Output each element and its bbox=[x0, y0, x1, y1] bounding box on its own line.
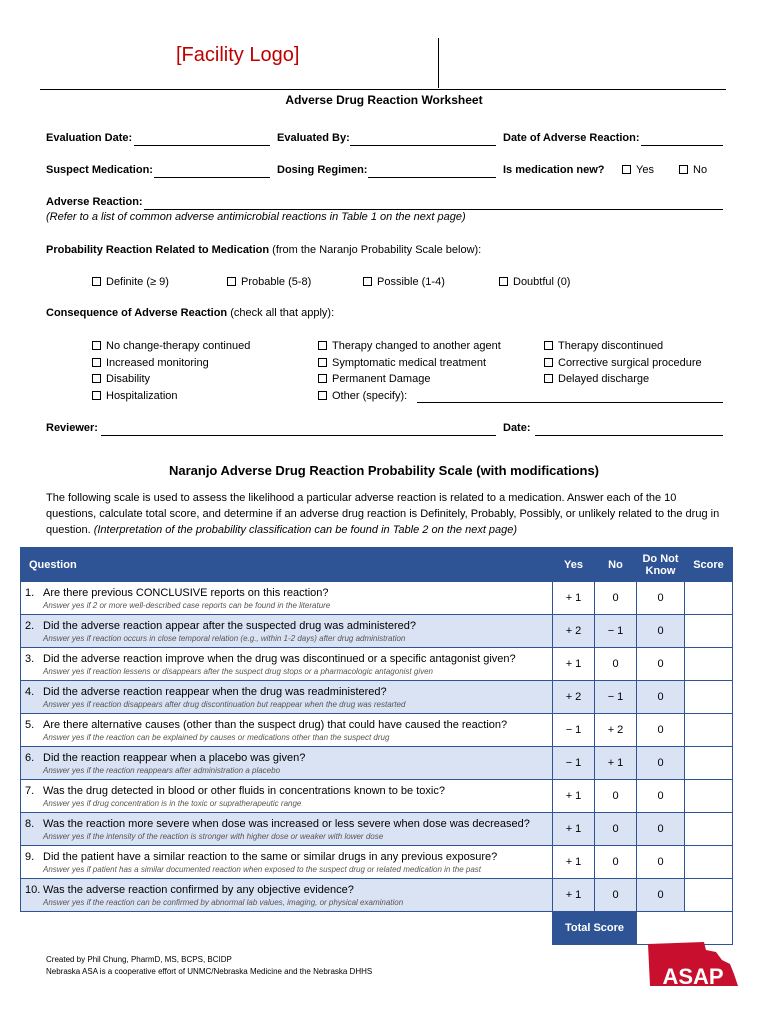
question-label: Was the drug detected in blood or other fluids in concentrations known to be toxic? bbox=[43, 784, 445, 797]
question-label: Did the adverse reaction appear after the suspected drug was administered? bbox=[43, 619, 416, 632]
table-header-row bbox=[21, 548, 733, 582]
no-label: No bbox=[693, 164, 708, 176]
consequence-option-label: Therapy changed to another agent bbox=[332, 340, 501, 352]
footer bbox=[46, 954, 372, 978]
score-cell[interactable] bbox=[685, 615, 733, 648]
question-cell bbox=[21, 813, 553, 846]
question-cell bbox=[21, 714, 553, 747]
checkbox-icon bbox=[544, 341, 553, 350]
medication-new-no-checkbox[interactable] bbox=[679, 164, 707, 176]
no-points[interactable]: − 1 bbox=[595, 615, 637, 648]
question-text bbox=[25, 883, 552, 897]
question-label: Was the reaction more severe when dose was increased or less severe when dose was decreased? bbox=[43, 817, 530, 830]
consequence-checkbox[interactable] bbox=[544, 357, 702, 369]
question-label: Did the adverse reaction reappear when the drug was readministered? bbox=[43, 685, 387, 698]
consequence-other-checkbox[interactable] bbox=[318, 390, 407, 402]
yes-points[interactable]: + 1 bbox=[553, 813, 595, 846]
consequence-checkbox[interactable] bbox=[92, 357, 209, 369]
adverse-reaction-note: (Refer to a list of common adverse antimicrobial reactions in Table 1 on the next page) bbox=[46, 211, 466, 223]
footer-credit: Created by Phil Chung, PharmD, MS, BCPS, BCIDP bbox=[46, 955, 232, 964]
table-row bbox=[21, 780, 733, 813]
adverse-reaction-field[interactable] bbox=[144, 209, 723, 210]
question-hint: Answer yes if reaction occurs in close temporal relation (e.g., within 1-2 days) after drug administration bbox=[43, 633, 406, 643]
yes-label: Yes bbox=[636, 164, 654, 176]
question-cell bbox=[21, 582, 553, 615]
question-cell bbox=[21, 879, 553, 912]
yes-points[interactable]: + 1 bbox=[553, 582, 595, 615]
date-adverse-reaction-label: Date of Adverse Reaction: bbox=[503, 132, 640, 144]
question-text bbox=[25, 652, 552, 666]
do-not-know-points[interactable]: 0 bbox=[637, 681, 685, 714]
column-header-score: Score bbox=[685, 548, 733, 582]
checkbox-icon bbox=[318, 391, 327, 400]
table-row bbox=[21, 681, 733, 714]
is-medication-new-label: Is medication new? bbox=[503, 164, 605, 176]
yes-points[interactable]: + 1 bbox=[553, 846, 595, 879]
do-not-know-points[interactable]: 0 bbox=[637, 780, 685, 813]
do-not-know-points[interactable]: 0 bbox=[637, 615, 685, 648]
suspect-medication-field[interactable] bbox=[154, 177, 270, 178]
consequence-option-label: No change-therapy continued bbox=[106, 340, 251, 352]
consequence-heading bbox=[46, 307, 334, 319]
question-hint: Answer yes if patient has a similar documented reaction when exposed to the suspect drug or related medication in the past bbox=[43, 864, 482, 874]
no-points[interactable]: 0 bbox=[595, 879, 637, 912]
consequence-option-label: Disability bbox=[106, 373, 151, 385]
yes-points[interactable]: + 1 bbox=[553, 780, 595, 813]
score-cell[interactable] bbox=[685, 879, 733, 912]
question-label: Did the reaction reappear when a placebo was given? bbox=[43, 751, 306, 764]
consequence-checkbox[interactable] bbox=[92, 390, 178, 402]
consequence-checkbox[interactable] bbox=[544, 340, 663, 352]
consequence-checkbox[interactable] bbox=[318, 373, 430, 385]
question-hint: Answer yes if the reaction can be confirmed by abnormal lab values, imaging, or physical examination bbox=[43, 897, 404, 907]
consequence-suffix: (check all that apply): bbox=[227, 307, 335, 319]
yes-points[interactable]: − 1 bbox=[553, 714, 595, 747]
question-hint: Answer yes if reaction disappears after drug discontinuation but reappear when the drug was restarted bbox=[43, 699, 406, 709]
do-not-know-points[interactable]: 0 bbox=[637, 846, 685, 879]
probability-probable-checkbox[interactable] bbox=[227, 276, 311, 288]
probability-definite-checkbox[interactable] bbox=[92, 276, 169, 288]
score-cell[interactable] bbox=[685, 582, 733, 615]
question-label: Did the patient have a similar reaction to the same or similar drugs in any previous exposure? bbox=[43, 850, 498, 863]
asap-logo bbox=[646, 938, 740, 988]
no-points[interactable]: − 1 bbox=[595, 681, 637, 714]
no-points[interactable]: 0 bbox=[595, 813, 637, 846]
question-hint: Answer yes if the reaction can be explained by causes or medications other than the suspect drug bbox=[43, 732, 390, 742]
probability-label: Probability Reaction Related to Medication bbox=[46, 244, 270, 256]
reviewer-label: Reviewer: bbox=[46, 422, 98, 434]
scale-intro bbox=[46, 490, 726, 538]
probability-suffix: (from the Naranjo Probability Scale below): bbox=[269, 244, 482, 256]
checkbox-icon bbox=[318, 358, 327, 367]
score-cell[interactable] bbox=[685, 846, 733, 879]
no-points[interactable]: 0 bbox=[595, 846, 637, 879]
table-row bbox=[21, 846, 733, 879]
question-cell bbox=[21, 846, 553, 879]
total-spacer bbox=[21, 912, 553, 945]
do-not-know-points[interactable]: 0 bbox=[637, 648, 685, 681]
question-label: Was the adverse reaction confirmed by any objective evidence? bbox=[43, 883, 354, 896]
header-divider-horizontal bbox=[40, 89, 726, 90]
question-cell bbox=[21, 681, 553, 714]
question-number: 3. bbox=[25, 652, 35, 665]
dosing-regimen-field[interactable] bbox=[368, 177, 496, 178]
score-cell[interactable] bbox=[685, 813, 733, 846]
question-text bbox=[25, 685, 552, 699]
do-not-know-points[interactable]: 0 bbox=[637, 879, 685, 912]
question-text bbox=[25, 850, 552, 864]
column-header-yes: Yes bbox=[553, 548, 595, 582]
question-hint: Answer yes if drug concentration is in the toxic or supratherapeutic range bbox=[43, 798, 302, 808]
total-score-row bbox=[21, 912, 733, 945]
checkbox-icon bbox=[227, 277, 236, 286]
consequence-option-label: Corrective surgical procedure bbox=[558, 357, 702, 369]
question-number: 6. bbox=[25, 751, 35, 764]
no-points[interactable]: + 1 bbox=[595, 747, 637, 780]
consequence-option-label: Delayed discharge bbox=[558, 373, 650, 385]
column-header-do-not-know: Do Not Know bbox=[637, 548, 685, 582]
score-cell[interactable] bbox=[685, 714, 733, 747]
consequence-checkbox[interactable] bbox=[92, 373, 150, 385]
table-row bbox=[21, 615, 733, 648]
consequence-option-label: Increased monitoring bbox=[106, 357, 209, 369]
yes-points[interactable]: − 1 bbox=[553, 747, 595, 780]
question-text bbox=[25, 817, 552, 831]
no-points[interactable]: + 2 bbox=[595, 714, 637, 747]
table-row bbox=[21, 714, 733, 747]
evaluation-date-label: Evaluation Date: bbox=[46, 132, 133, 144]
date-adverse-reaction-field[interactable] bbox=[641, 145, 723, 146]
question-cell bbox=[21, 780, 553, 813]
consequence-option-label: Symptomatic medical treatment bbox=[332, 357, 487, 369]
question-text bbox=[25, 751, 552, 765]
question-hint: Answer yes if reaction lessens or disappears after the suspect drug stops or a pharmacologic antagonist given bbox=[43, 666, 433, 676]
naranjo-table bbox=[20, 547, 733, 945]
question-number: 2. bbox=[25, 619, 35, 632]
other-specify-field[interactable] bbox=[417, 402, 723, 403]
medication-new-yes-checkbox[interactable] bbox=[622, 164, 654, 176]
checkbox-icon bbox=[92, 358, 101, 367]
consequence-checkbox[interactable] bbox=[92, 340, 250, 352]
question-number: 5. bbox=[25, 718, 35, 731]
table-row bbox=[21, 648, 733, 681]
probability-option-label: Probable (5-8) bbox=[241, 276, 312, 288]
checkbox-icon bbox=[92, 391, 101, 400]
do-not-know-points[interactable]: 0 bbox=[637, 813, 685, 846]
question-text bbox=[25, 619, 552, 633]
table-row bbox=[21, 582, 733, 615]
footer-cooperative: Nebraska ASA is a cooperative effort of UNMC/Nebraska Medicine and the Nebraska DHHS bbox=[46, 967, 373, 976]
question-hint: Answer yes if the intensity of the reaction is stronger with higher dose or weaker with lower dose bbox=[43, 831, 384, 841]
naranjo-scale-title: Naranjo Adverse Drug Reaction Probability Scale (with modifications) bbox=[168, 463, 600, 478]
consequence-checkbox[interactable] bbox=[318, 340, 501, 352]
asap-logo-text: ASAP bbox=[662, 964, 724, 988]
total-score-label: Total Score bbox=[553, 912, 637, 945]
question-number: 10. bbox=[25, 883, 41, 896]
score-cell[interactable] bbox=[685, 681, 733, 714]
question-number: 8. bbox=[25, 817, 35, 830]
do-not-know-points[interactable]: 0 bbox=[637, 747, 685, 780]
do-not-know-points[interactable]: 0 bbox=[637, 714, 685, 747]
question-number: 4. bbox=[25, 685, 35, 698]
probability-option-label: Definite (≥ 9) bbox=[106, 276, 169, 288]
header-divider-vertical bbox=[438, 38, 439, 88]
checkbox-icon bbox=[544, 374, 553, 383]
column-header-question: Question bbox=[21, 548, 553, 582]
checkbox-icon bbox=[499, 277, 508, 286]
consequence-checkbox[interactable] bbox=[544, 373, 649, 385]
question-hint: Answer yes if the reaction reappears after administration a placebo bbox=[43, 765, 281, 775]
do-not-know-points[interactable]: 0 bbox=[637, 582, 685, 615]
checkbox-icon bbox=[318, 374, 327, 383]
yes-points[interactable]: + 1 bbox=[553, 879, 595, 912]
consequence-checkbox[interactable] bbox=[318, 357, 486, 369]
table-row bbox=[21, 879, 733, 912]
evaluation-date-field[interactable] bbox=[134, 145, 270, 146]
question-cell bbox=[21, 615, 553, 648]
reviewer-field[interactable] bbox=[101, 435, 496, 436]
scale-intro-note: (Interpretation of the probability classification can be found in Table 2 on the next page) bbox=[93, 524, 518, 536]
checkbox-icon bbox=[92, 341, 101, 350]
score-cell[interactable] bbox=[685, 780, 733, 813]
probability-heading bbox=[46, 244, 481, 256]
checkbox-icon bbox=[544, 358, 553, 367]
probability-possible-checkbox[interactable] bbox=[363, 276, 445, 288]
worksheet-title: Adverse Drug Reaction Worksheet bbox=[285, 93, 483, 107]
no-points[interactable]: 0 bbox=[595, 780, 637, 813]
checkbox-icon bbox=[363, 277, 372, 286]
question-cell bbox=[21, 747, 553, 780]
column-header-no: No bbox=[595, 548, 637, 582]
question-label: Are there previous CONCLUSIVE reports on this reaction? bbox=[43, 586, 329, 599]
probability-option-label: Doubtful (0) bbox=[513, 276, 571, 288]
consequence-label: Consequence of Adverse Reaction bbox=[46, 307, 228, 319]
question-number: 1. bbox=[25, 586, 35, 599]
yes-points[interactable]: + 2 bbox=[553, 681, 595, 714]
table-row bbox=[21, 747, 733, 780]
evaluated-by-field[interactable] bbox=[350, 145, 496, 146]
facility-logo-placeholder: [Facility Logo] bbox=[176, 44, 300, 66]
probability-doubtful-checkbox[interactable] bbox=[499, 276, 570, 288]
question-number: 9. bbox=[25, 850, 35, 863]
consequence-option-label: Permanent Damage bbox=[332, 373, 431, 385]
checkbox-icon bbox=[679, 165, 688, 174]
yes-points[interactable]: + 2 bbox=[553, 615, 595, 648]
yes-points[interactable]: + 1 bbox=[553, 648, 595, 681]
no-points[interactable]: 0 bbox=[595, 648, 637, 681]
no-points[interactable]: 0 bbox=[595, 582, 637, 615]
evaluated-by-label: Evaluated By: bbox=[277, 132, 350, 144]
score-cell[interactable] bbox=[685, 747, 733, 780]
checkbox-icon bbox=[92, 277, 101, 286]
question-cell bbox=[21, 648, 553, 681]
question-text bbox=[25, 586, 552, 600]
checkbox-icon bbox=[318, 341, 327, 350]
question-number: 7. bbox=[25, 784, 35, 797]
question-label: Did the adverse reaction improve when the drug was discontinued or a specific antagonist given? bbox=[43, 652, 516, 665]
table-row bbox=[21, 813, 733, 846]
checkbox-icon bbox=[92, 374, 101, 383]
probability-option-label: Possible (1-4) bbox=[377, 276, 445, 288]
reviewer-date-label: Date: bbox=[503, 422, 531, 434]
consequence-option-label: Hospitalization bbox=[106, 390, 178, 402]
suspect-medication-label: Suspect Medication: bbox=[46, 164, 153, 176]
question-text bbox=[25, 718, 552, 732]
dosing-regimen-label: Dosing Regimen: bbox=[277, 164, 368, 176]
consequence-option-label: Other (specify): bbox=[332, 390, 408, 402]
consequence-option-label: Therapy discontinued bbox=[558, 340, 664, 352]
checkbox-icon bbox=[622, 165, 631, 174]
adverse-reaction-label: Adverse Reaction: bbox=[46, 196, 143, 208]
scale-intro-text: The following scale is used to assess the likelihood a particular adverse reaction is related to a medication. Answer each of the 10 questions, calculate total score, and determine if an adverse drug reaction is Definitely, Probably, Possibly, or unlikely related to the drug in question. bbox=[46, 492, 720, 536]
question-label: Are there alternative causes (other than the suspect drug) that could have caused the reaction? bbox=[43, 718, 508, 731]
question-hint: Answer yes if 2 or more well-described case reports can be found in the literature bbox=[43, 600, 331, 610]
score-cell[interactable] bbox=[685, 648, 733, 681]
question-text bbox=[25, 784, 552, 798]
reviewer-date-field[interactable] bbox=[535, 435, 723, 436]
